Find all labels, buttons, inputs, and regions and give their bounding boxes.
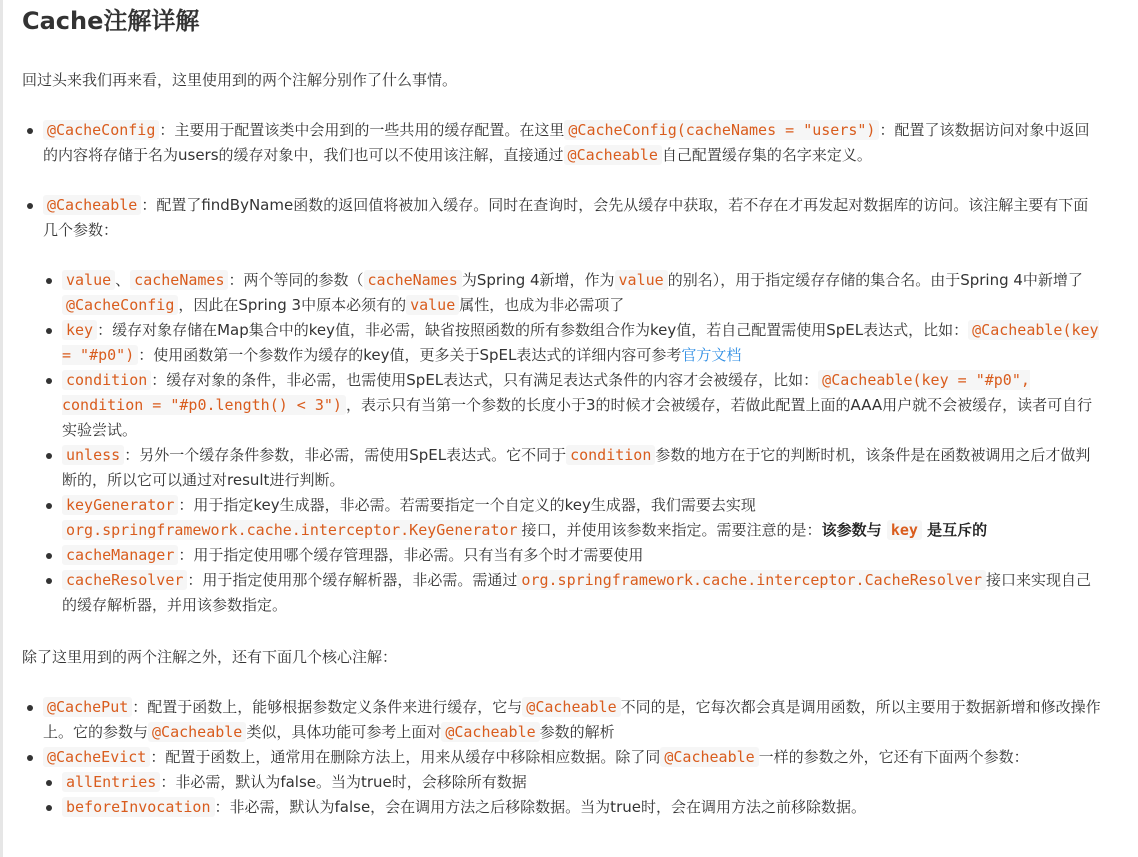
- inline-code: @CacheConfig(cacheNames = "users"): [564, 120, 879, 140]
- inline-code: cacheNames: [364, 270, 462, 290]
- text: 为Spring 4新增，作为: [461, 271, 615, 289]
- inline-code: @Cacheable: [148, 722, 246, 742]
- section-heading: Cache注解详解: [22, 7, 200, 35]
- intro-paragraph: 回过头来我们再来看，这里使用到的两个注解分别作了什么事情。: [22, 71, 458, 89]
- inline-code: allEntries: [62, 772, 160, 792]
- text: 不同的是，它每次都会真是调用函数，所以主要用于数据新增和修改操作上。它的参数与: [43, 698, 1101, 741]
- text: ：配置了findByName函数的返回值将被加入缓存。同时在查询时，会先从缓存中获取，若不存在才再发起对数据库的访问。该注解主要有下面几个参数：: [43, 196, 1089, 239]
- list-item-key: [22, 318, 1102, 368]
- inline-code: unless: [62, 445, 124, 465]
- inline-code: value: [406, 295, 459, 315]
- official-docs-link[interactable]: 官方文档: [681, 346, 742, 364]
- text: 接口来实现自己的缓存解析器，并用该参数指定。: [62, 571, 1092, 614]
- bold-text: 是互斥的: [927, 521, 988, 539]
- annotation-list: [22, 193, 1102, 618]
- bold-note: [822, 520, 988, 540]
- text: ：另外一个缓存条件参数，非必需，需使用SpEL表达式。它不同于: [124, 446, 567, 464]
- list-item-unless: [22, 443, 1102, 493]
- inline-code: key: [62, 320, 97, 340]
- inline-code: condition: [566, 445, 655, 465]
- inline-code: @CacheConfig: [43, 120, 159, 140]
- text: 属性，也成为非必需项了: [459, 296, 625, 314]
- text: ：缓存对象存储在Map集合中的key值，非必需，缺省按照函数的所有参数组合作为key值，若自己配置需使用SpEL表达式，比如：: [97, 321, 969, 339]
- left-border: [0, 0, 3, 857]
- inline-code: cacheResolver: [62, 570, 187, 590]
- list-item-cacheput: [22, 695, 1102, 745]
- inline-code: keyGenerator: [62, 495, 178, 515]
- inline-code: @Cacheable: [441, 722, 539, 742]
- outro-paragraph: 除了这里用到的两个注解之外，还有下面几个核心注解：: [22, 648, 398, 666]
- text: 一样的参数之外，它还有下面两个参数：: [758, 748, 1029, 766]
- inline-code: @Cacheable(key = "#p0", condition = "#p0.length() < 3"): [62, 371, 1030, 414]
- text: ：主要用于配置该类中会用到的一些共用的缓存配置。在这里: [159, 121, 565, 139]
- inline-code: beforeInvocation: [62, 797, 215, 817]
- text: 自己配置缓存集的名字来定义。: [661, 146, 872, 164]
- text: ：用于指定使用哪个缓存管理器，非必需。只有当有多个时才需要使用: [178, 546, 644, 564]
- text: ：配置于函数上，能够根据参数定义条件来进行缓存，它与: [132, 698, 523, 716]
- core-annotation-list: [22, 695, 1102, 820]
- text: 、: [115, 271, 131, 289]
- inline-code: cacheManager: [62, 545, 178, 565]
- text: 参数的地方在于它的判断时机，该条件是在函数被调用之后才做判断的，所以它可以通过对result进行判断。: [62, 446, 1091, 489]
- text: ：非必需，默认为false。当为true时，会移除所有数据: [160, 773, 527, 791]
- param-list: [22, 268, 1102, 618]
- list-item-cacheevict: [22, 745, 1102, 820]
- inline-code: @CachePut: [43, 697, 132, 717]
- text: ：非必需，默认为false，会在调用方法之后移除数据。当为true时，会在调用方法之前移除数据。: [214, 798, 866, 816]
- inline-code: @Cacheable: [660, 747, 758, 767]
- inline-code: org.springframework.cache.interceptor.KeyGenerator: [62, 520, 522, 540]
- text: ：使用函数第一个参数作为缓存的key值，更多关于SpEL表达式的详细内容可参考: [138, 346, 682, 364]
- text: ：用于指定key生成器，非必需。若需要指定一个自定义的key生成器，我们需要去实现: [178, 496, 756, 514]
- text: ，因此在Spring 3中原本必须有的: [178, 296, 407, 314]
- evict-param-list: [22, 770, 1102, 820]
- text: ，表示只有当第一个参数的长度小于3的时候才会被缓存，若做此配置上面的AAA用户就不会被缓存，读者可自行实验尝试。: [62, 396, 1093, 439]
- inline-code: @Cacheable(key = "#p0"): [62, 321, 1099, 364]
- list-item-cacheable: [22, 193, 1102, 618]
- text: ：配置于函数上，通常用在删除方法上，用来从缓存中移除相应数据。除了同: [150, 748, 661, 766]
- inline-code: key: [887, 520, 922, 540]
- list-item-cachemanager: [22, 543, 1102, 568]
- inline-code: @CacheConfig: [62, 295, 178, 315]
- inline-code: @Cacheable: [564, 145, 662, 165]
- text: 接口，并使用该参数来指定。需要注意的是：: [521, 521, 822, 539]
- list-item-allentries: [22, 770, 1102, 795]
- text: 的别名），用于指定缓存存储的集合名。由于Spring 4中新增了: [667, 271, 1083, 289]
- text: ：两个等同的参数（: [228, 271, 364, 289]
- inline-code: value: [62, 270, 115, 290]
- inline-code: org.springframework.cache.interceptor.CacheResolver: [517, 570, 986, 590]
- list-item-keygenerator: [22, 493, 1102, 543]
- text: 参数的解析: [539, 723, 615, 741]
- inline-code: @Cacheable: [522, 697, 620, 717]
- inline-code: cacheNames: [130, 270, 228, 290]
- list-item-beforeinvocation: [22, 795, 1102, 820]
- text: ：用于指定使用那个缓存解析器，非必需。需通过: [187, 571, 518, 589]
- list-item-value: [22, 268, 1102, 318]
- text: ：配置了该数据访问对象中返回的内容将存储于名为users的缓存对象中，我们也可以不使用该注解，直接通过: [43, 121, 1090, 164]
- inline-code: condition: [62, 370, 151, 390]
- inline-code: @CacheEvict: [43, 747, 150, 767]
- annotation-list: [22, 118, 1102, 168]
- list-item-cacheresolver: [22, 568, 1102, 618]
- article-body: [22, 0, 1102, 820]
- inline-code: @Cacheable: [43, 195, 141, 215]
- list-item-cacheconfig: [22, 118, 1102, 168]
- bold-text: 该参数与: [821, 521, 882, 539]
- text: ：缓存对象的条件，非必需，也需使用SpEL表达式，只有满足表达式条件的内容才会被缓存，比如：: [151, 371, 819, 389]
- text: 类似，具体功能可参考上面对: [246, 723, 442, 741]
- list-item-condition: [22, 368, 1102, 443]
- inline-code: value: [615, 270, 668, 290]
